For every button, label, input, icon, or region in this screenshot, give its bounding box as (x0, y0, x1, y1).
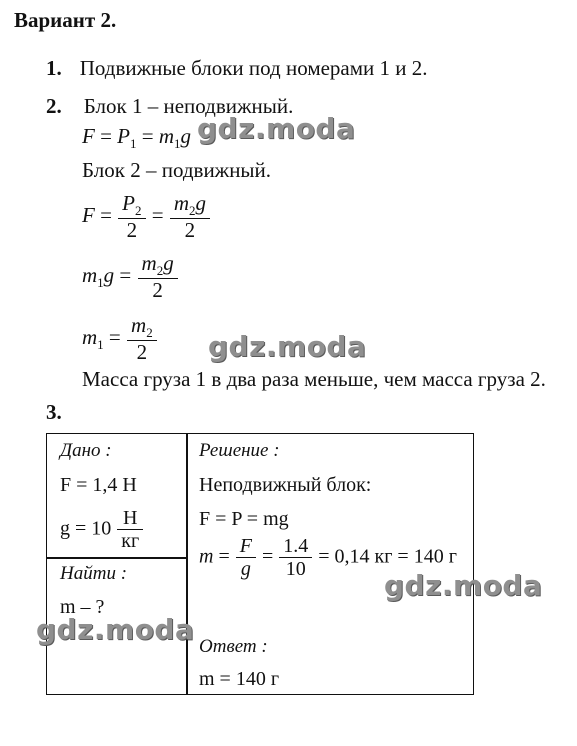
find-value: m – ? (60, 596, 105, 618)
block2-line: Блок 2 – подвижный. (82, 158, 272, 182)
given-f: F = 1,4 Н (60, 474, 137, 496)
solution-line2: F = P = mg (199, 508, 289, 530)
watermark: gdz.moda (208, 330, 367, 363)
given-g (60, 508, 144, 552)
given-g-value: g = 10 (60, 517, 112, 540)
item-text: Подвижные блоки под номерами 1 и 2. (79, 56, 428, 80)
formula-f-p2-half: F = $\frac{P_2}{2}$ = $\frac{m_2g}{2}$ (82, 192, 211, 242)
answer-value: m = 140 г (199, 668, 280, 690)
answer-label: Ответ : (199, 636, 268, 657)
find-label: Найти : (60, 563, 128, 584)
formula-f-equals-m1g: $F = P_1 = m_1g$ (82, 124, 192, 152)
watermark: gdz.moda (36, 613, 195, 646)
item-number: 1. (46, 56, 62, 80)
page-title: Вариант 2. (14, 8, 117, 32)
given-g-unit-num: Н (123, 507, 138, 529)
formula-m1g-half: $m_1g$ = $\frac{m_2g}{2}$ (82, 252, 179, 302)
given-g-unit-den: кг (117, 529, 143, 552)
formula-m1-half-m2: $m_1$ = $\frac{m_2}{2}$ (82, 314, 158, 364)
solution-formula: m = $\frac{F}{g}$ = $\frac{1.4}{10}$ = 0,14 кг = 140 г (199, 535, 457, 580)
item-number: 3. (46, 400, 62, 424)
conclusion-text: Масса груза 1 в два раза меньше, чем масса груза 2. (82, 367, 546, 391)
item-3 (46, 400, 62, 425)
item-1 (46, 56, 428, 81)
solution-label: Решение : (199, 440, 280, 461)
item-text: Блок 1 – неподвижный. (83, 94, 294, 118)
watermark: gdz.moda (384, 569, 543, 602)
watermark: gdz.moda (197, 112, 356, 145)
item-number: 2. (46, 94, 62, 118)
given-label: Дано : (60, 440, 112, 461)
solution-line1: Неподвижный блок: (199, 474, 372, 496)
solution-result: = 0,14 кг = 140 г (318, 545, 457, 568)
